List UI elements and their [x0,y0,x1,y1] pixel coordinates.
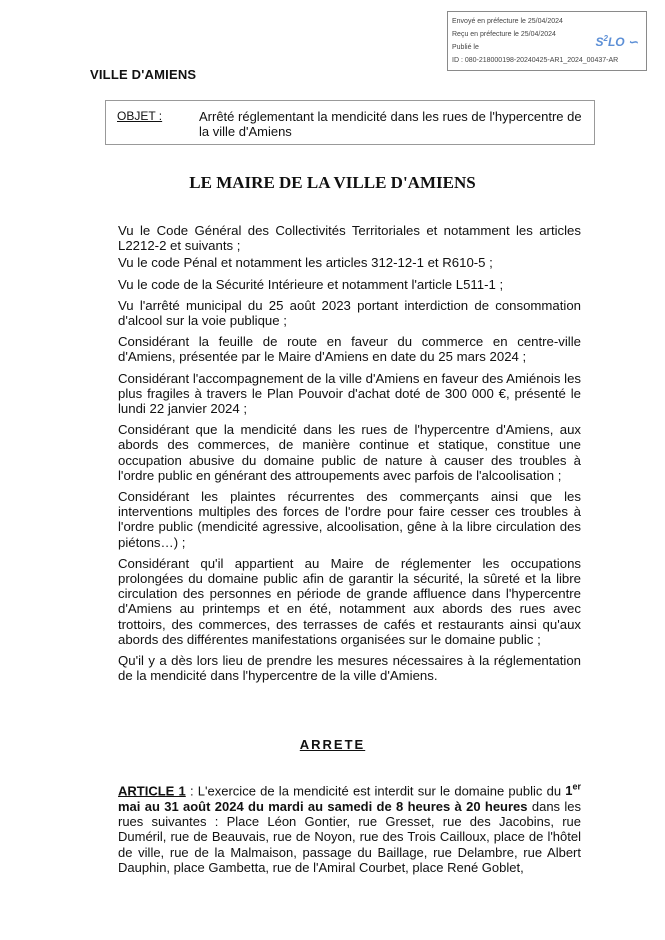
consideration: Considérant qu'il appartient au Maire de réglementer les occupations prolongées du domaine public afin de garantir la sécurité, la sûreté et la libre circulation des personnes en période de grande affluence dans l'hypercentre d'Amiens au printemps et en été, notamment aux abords des rues avec trottoirs, des commerces, des terrasses de cafés et restaurants ainsi qu'aux abords des différentes manifestations organisées sur le domaine public ; [118,555,581,647]
consideration: Considérant que la mendicité dans les rues de l'hypercentre d'Amiens, aux abords des commerces, de manière continue et statique, constitue une occupation abusive du domaine public de nature à causer des troubles à l'ordre public en générant des attroupements avec parfois de l'alcoolisation ; [118,422,581,483]
prefecture-stamp [447,11,647,71]
considerations-list [118,223,581,689]
consideration: Vu l'arrêté municipal du 25 août 2023 portant interdiction de consommation d'alcool sur la voie publique ; [118,297,581,329]
arrete-heading: ARRETE [299,737,366,752]
consideration: Vu le code Pénal et notamment les articles 312-12-1 et R610-5 ; [118,255,493,271]
stamp-sent: Envoyé en préfecture le 25/04/2024 [452,18,563,25]
document-title: LE MAIRE DE LA VILLE D'AMIENS [189,173,476,192]
stamp-received: Reçu en préfecture le 25/04/2024 [452,31,556,38]
slo-logo: $S^2LO$ ∽ [595,34,638,49]
stamp-published: Publié le [452,44,479,51]
stamp-id: ID : 080-218000198-20240425-AR1_2024_00437-AR [452,57,619,64]
article-1-intro: : L'exercice de la mendicité est interdit sur le domaine public du [185,783,566,799]
article-1-streets: dans les rues suivantes : Place Léon Gontier, rue Gresset, rue des Jacobins, rue Duméril, rue de Beauvais, rue de Noyon, rue des Trois Cailloux, place de l'hôtel de ville, rue de la Malmaison, passage du Baillage, rue Delambre, rue Albert Dauphin, place Gambetta, rue de l'Amiral Courbet, place René Goblet, [118,798,581,875]
consideration: Considérant les plaintes récurrentes des commerçants ainsi que les interventions multiples des forces de l'ordre pour faire cesser ces troubles à l'ordre public (mendicité agressive, alcoolisation, gêne à la libre circulation des piétons…) ; [118,489,581,550]
consideration: Vu le code de la Sécurité Intérieure et notamment l'article L511-1 ; [118,276,504,292]
object-text: Arrêté réglementant la mendicité dans les rues de l'hypercentre de la ville d'Amiens [199,109,582,139]
consideration: Considérant la feuille de route en faveur du commerce en centre-ville d'Amiens, présentée par le Maire d'Amiens en date du 25 mars 2024 ; [118,334,581,365]
article-1-label: ARTICLE 1 [118,783,186,799]
consideration: Qu'il y a dès lors lieu de prendre les mesures nécessaires à la réglementation de la mendicité dans l'hypercentre de la ville d'Amiens. [118,653,581,684]
city-name: VILLE D'AMIENS [90,67,197,82]
article-1-dates: 1er mai au 31 août 2024 du mardi au samedi de 8 heures à 20 heures [118,782,582,814]
consideration: Vu le Code Général des Collectivités Territoriales et notamment les articles L2212-2 et suivants ; [118,223,581,254]
object-label: OBJET : [117,109,163,123]
article-1 [118,780,581,875]
consideration: Considérant l'accompagnement de la ville d'Amiens en faveur des Amiénois les plus fragiles à travers le Plan Pouvoir d'achat doté de 300 000 €, présenté le lundi 22 janvier 2024 ; [118,370,581,417]
